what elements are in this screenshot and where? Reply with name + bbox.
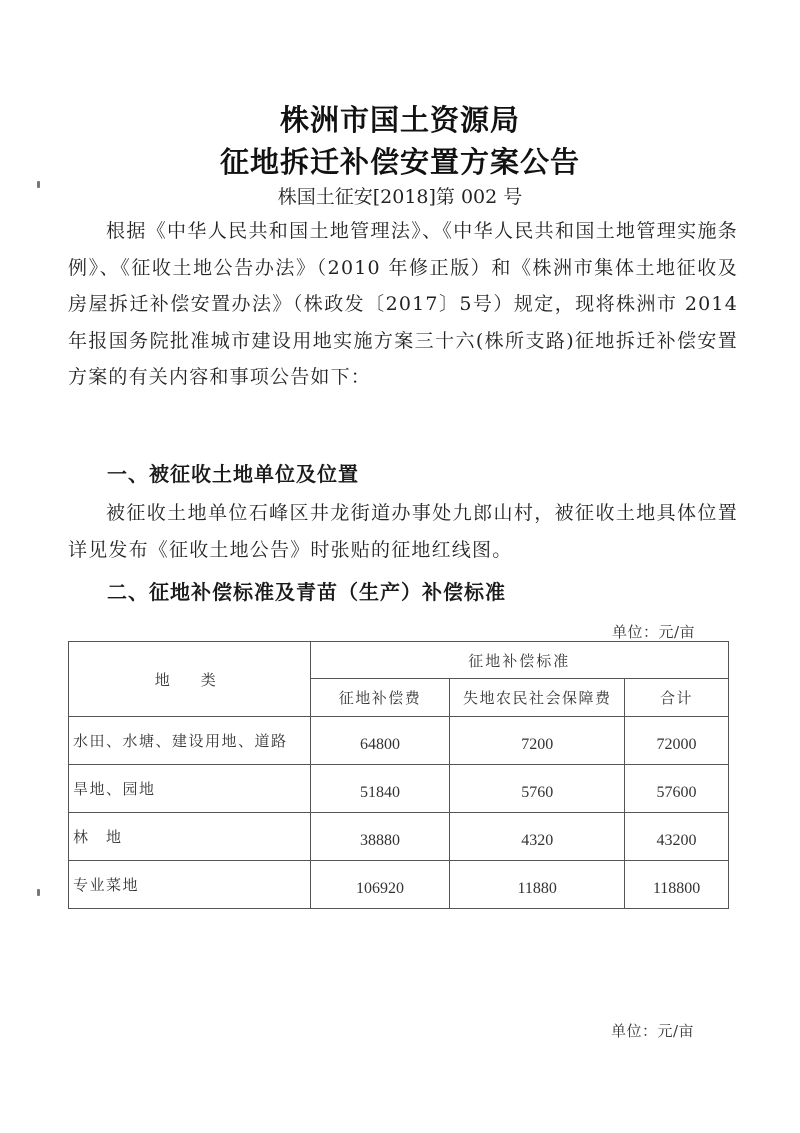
table-row: [69, 765, 729, 813]
row-total: 118800: [625, 861, 729, 909]
row-category: 水田、水塘、建设用地、道路: [69, 717, 311, 765]
row-compensation: 51840: [310, 765, 450, 813]
row-category: 旱地、园地: [69, 765, 311, 813]
section1-heading: 一、被征收土地单位及位置: [107, 462, 359, 486]
header-social-security: 失地农民社会保障费: [450, 679, 625, 717]
section2-heading: 二、征地补偿标准及青苗（生产）补偿标准: [107, 580, 506, 604]
row-compensation: 106920: [310, 861, 450, 909]
row-social-security: 5760: [450, 765, 625, 813]
document-number: 株国土征安[2018]第 002 号: [277, 186, 523, 208]
header-total: 合计: [625, 679, 729, 717]
row-category: 林 地: [69, 813, 311, 861]
table-row: [69, 861, 729, 909]
header-group: 征地补偿标准: [310, 642, 728, 679]
binding-hole-mark: [37, 889, 40, 896]
document-title-line2: 征地拆迁补偿安置方案公告: [219, 145, 580, 179]
table-unit-label: 单位：元/亩: [612, 623, 696, 641]
table-row: [69, 813, 729, 861]
table-header-row: [69, 642, 729, 679]
compensation-table: [68, 641, 729, 909]
row-category: 专业菜地: [69, 861, 311, 909]
row-compensation: 64800: [310, 717, 450, 765]
header-compensation: 征地补偿费: [310, 679, 450, 717]
row-total: 72000: [625, 717, 729, 765]
row-social-security: 11880: [450, 861, 625, 909]
section1-body: 被征收土地单位石峰区井龙街道办事处九郎山村，被征收土地具体位置详见发布《征收土地公告》时张贴的征地红线图。: [68, 502, 738, 561]
footer-unit-label: 单位：元/亩: [611, 1022, 695, 1040]
binding-hole-mark: [37, 181, 40, 188]
row-social-security: 7200: [450, 717, 625, 765]
row-total: 57600: [625, 765, 729, 813]
row-total: 43200: [625, 813, 729, 861]
document-title-line1: 株洲市国土资源局: [279, 103, 520, 137]
intro-paragraph: 根据《中华人民共和国土地管理法》、《中华人民共和国土地管理实施条例》、《征收土地公告办法》（2010 年修正版）和《株洲市集体土地征收及房屋拆迁补偿安置办法》（株政发〔2017〕5号）规定，现将株洲市 2014 年报国务院批准城市建设用地实施方案三十六(株所支路)征地拆迁补偿安置方案的有关内容和事项公告如下：: [68, 220, 738, 388]
header-category: 地 类: [69, 642, 311, 717]
table-row: [69, 717, 729, 765]
row-social-security: 4320: [450, 813, 625, 861]
row-compensation: 38880: [310, 813, 450, 861]
